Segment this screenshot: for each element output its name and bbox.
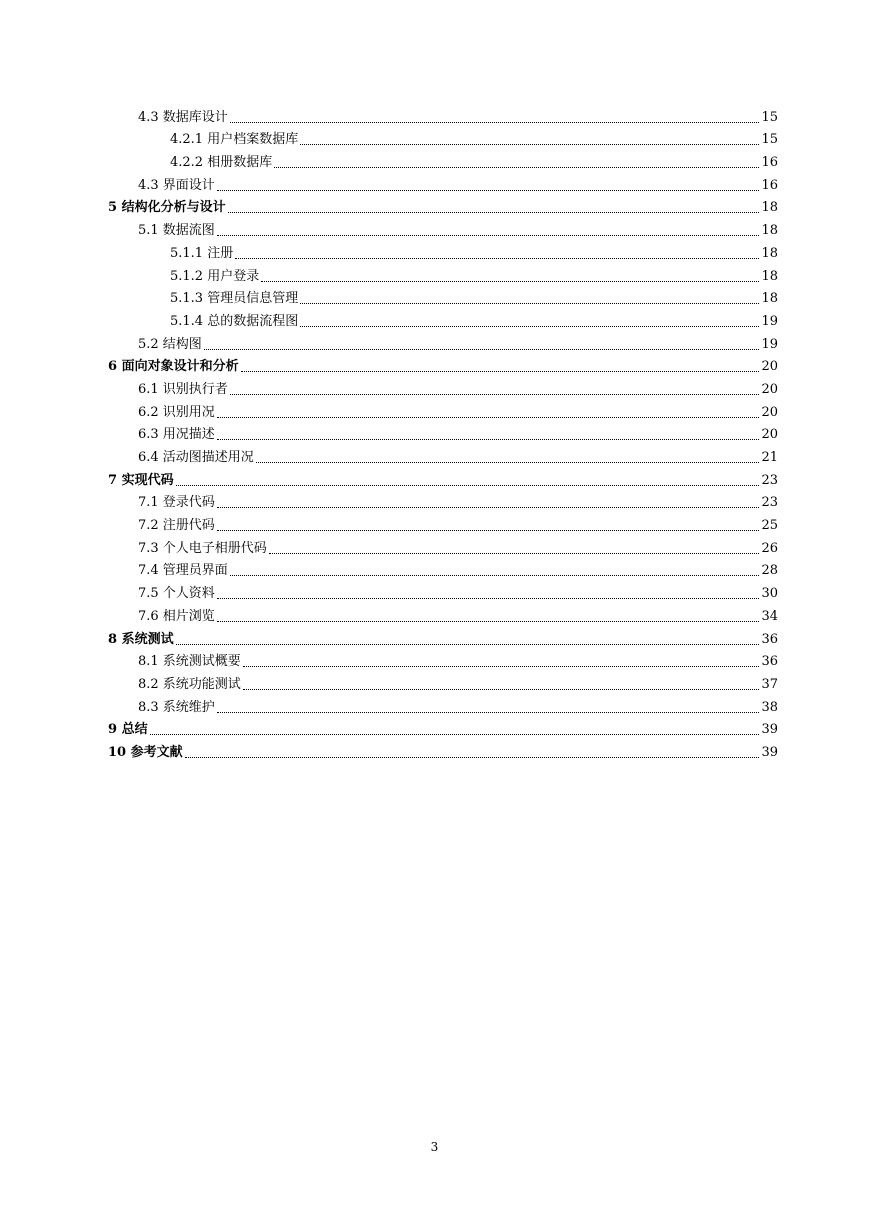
toc-dot-leader — [185, 757, 760, 758]
toc-dot-leader — [217, 712, 760, 713]
toc-entry-label: 8 系统测试 — [108, 631, 174, 647]
toc-dot-leader — [217, 598, 760, 599]
toc-entry[interactable] — [108, 307, 778, 330]
toc-dot-leader — [300, 303, 759, 304]
toc-entry-label: 9 总结 — [108, 722, 148, 738]
toc-entry-label: 5 结构化分析与设计 — [108, 200, 226, 216]
toc-entry-page: 15 — [761, 132, 778, 148]
toc-entry-label: 6.1 识别执行者 — [138, 381, 228, 397]
toc-entry-label: 7.3 个人电子相册代码 — [138, 540, 267, 556]
toc-entry[interactable] — [108, 716, 778, 739]
toc-dot-leader — [217, 439, 760, 440]
toc-entry-page: 20 — [761, 381, 778, 397]
toc-entry-label: 10 参考文献 — [108, 744, 183, 760]
toc-entry-page: 36 — [761, 631, 778, 647]
toc-entry[interactable] — [108, 693, 778, 716]
toc-entry[interactable] — [108, 285, 778, 308]
toc-dot-leader — [274, 167, 759, 168]
toc-entry-label: 5.1 数据流图 — [138, 223, 215, 239]
toc-dot-leader — [176, 644, 760, 645]
toc-entry-label: 5.1.1 注册 — [170, 245, 234, 261]
toc-dot-leader — [243, 689, 760, 690]
toc-entry-label: 8.1 系统测试概要 — [138, 654, 241, 670]
toc-entry-page: 36 — [761, 654, 778, 670]
toc-entry-page: 16 — [761, 177, 778, 193]
toc-entry-page: 15 — [761, 109, 778, 125]
toc-entry[interactable] — [108, 489, 778, 512]
toc-entry[interactable] — [108, 670, 778, 693]
toc-entry-label: 7.5 个人资料 — [138, 586, 215, 602]
toc-entry-page: 18 — [761, 245, 778, 261]
toc-entry[interactable] — [108, 216, 778, 239]
toc-entry[interactable] — [108, 557, 778, 580]
toc-entry[interactable] — [108, 262, 778, 285]
toc-entry-page: 20 — [761, 359, 778, 375]
toc-entry-page: 30 — [761, 586, 778, 602]
toc-dot-leader — [228, 212, 760, 213]
toc-entry-page: 23 — [761, 495, 778, 511]
toc-entry[interactable] — [108, 421, 778, 444]
page-number: 3 — [430, 1140, 439, 1154]
toc-entry-page: 18 — [761, 200, 778, 216]
toc-entry[interactable] — [108, 353, 778, 376]
toc-dot-leader — [230, 394, 760, 395]
toc-entry[interactable] — [108, 330, 778, 353]
toc-entry-label: 8.3 系统维护 — [138, 699, 215, 715]
toc-entry[interactable] — [108, 579, 778, 602]
toc-entry-page: 21 — [761, 450, 778, 465]
toc-entry-page: 18 — [761, 223, 778, 239]
toc-dot-leader — [230, 575, 760, 576]
toc-entry[interactable] — [108, 625, 778, 648]
toc-entry-label: 6 面向对象设计和分析 — [108, 359, 239, 375]
toc-entry-label: 7.1 登录代码 — [138, 495, 215, 511]
toc-entry[interactable] — [108, 602, 778, 625]
toc-entry-label: 7 实现代码 — [108, 472, 174, 488]
toc-entry[interactable] — [108, 511, 778, 534]
toc-entry-page: 39 — [761, 722, 778, 738]
toc-entry[interactable] — [108, 398, 778, 421]
toc-dot-leader — [204, 349, 760, 350]
toc-entry[interactable] — [108, 126, 778, 149]
toc-entry-page: 37 — [761, 676, 778, 692]
toc-entry[interactable] — [108, 194, 778, 217]
toc-entry-page: 16 — [761, 155, 778, 171]
toc-entry-label: 4.3 界面设计 — [138, 177, 215, 193]
toc-dot-leader — [217, 235, 760, 236]
toc-dot-leader — [217, 530, 760, 531]
toc-dot-leader — [217, 621, 760, 622]
toc-entry-label: 8.2 系统功能测试 — [138, 676, 241, 692]
toc-dot-leader — [241, 371, 760, 372]
toc-dot-leader — [261, 281, 759, 282]
toc-entry-label: 5.1.2 用户登录 — [170, 268, 260, 284]
toc-dot-leader — [235, 258, 759, 259]
toc-dot-leader — [217, 417, 760, 418]
toc-entry[interactable] — [108, 148, 778, 171]
toc-entry[interactable] — [108, 375, 778, 398]
toc-entry-label: 6.4 活动图描述用况 — [138, 450, 254, 465]
toc-dot-leader — [243, 666, 760, 667]
toc-entry-label: 7.4 管理员界面 — [138, 563, 228, 579]
toc-entry-label: 5.1.3 管理员信息管理 — [170, 291, 299, 307]
toc-entry-label: 5.2 结构图 — [138, 336, 202, 352]
toc-dot-leader — [217, 190, 760, 191]
toc-dot-leader — [256, 462, 760, 463]
toc-dot-leader — [176, 485, 760, 486]
toc-entry-page: 18 — [761, 291, 778, 307]
toc-entry[interactable] — [108, 103, 778, 126]
toc-dot-leader — [217, 507, 760, 508]
toc-entry[interactable] — [108, 534, 778, 557]
toc-entry-page: 25 — [761, 518, 778, 534]
toc-entry-page: 28 — [761, 563, 778, 579]
toc-entry[interactable] — [108, 239, 778, 262]
toc-entry[interactable] — [108, 738, 778, 761]
toc-dot-leader — [150, 734, 760, 735]
toc-entry[interactable] — [108, 648, 778, 671]
toc-entry-page: 20 — [761, 404, 778, 420]
toc-entry[interactable] — [108, 466, 778, 489]
toc-entry-page: 34 — [761, 608, 778, 624]
toc-entry-label: 7.2 注册代码 — [138, 518, 215, 534]
table-of-contents — [108, 103, 778, 761]
toc-entry-page: 20 — [761, 427, 778, 443]
toc-entry-label: 4.3 数据库设计 — [138, 109, 228, 125]
toc-entry-label: 4.2.1 用户档案数据库 — [170, 132, 299, 148]
toc-entry-label: 5.1.4 总的数据流程图 — [170, 313, 299, 329]
toc-entry-page: 38 — [761, 699, 778, 715]
toc-dot-leader — [230, 122, 760, 123]
toc-entry-page: 19 — [761, 336, 778, 352]
toc-entry[interactable] — [108, 443, 778, 466]
toc-entry-page: 39 — [761, 744, 778, 760]
toc-entry-label: 4.2.2 相册数据库 — [170, 155, 273, 171]
toc-entry-page: 19 — [761, 313, 778, 329]
toc-entry[interactable] — [108, 171, 778, 194]
toc-entry-page: 18 — [761, 268, 778, 284]
toc-dot-leader — [300, 144, 759, 145]
toc-dot-leader — [300, 326, 759, 327]
toc-dot-leader — [269, 553, 760, 554]
toc-entry-page: 26 — [761, 540, 778, 556]
toc-entry-label: 6.3 用况描述 — [138, 427, 215, 443]
toc-entry-label: 6.2 识别用况 — [138, 404, 215, 420]
toc-entry-page: 23 — [761, 472, 778, 488]
toc-entry-label: 7.6 相片浏览 — [138, 608, 215, 624]
